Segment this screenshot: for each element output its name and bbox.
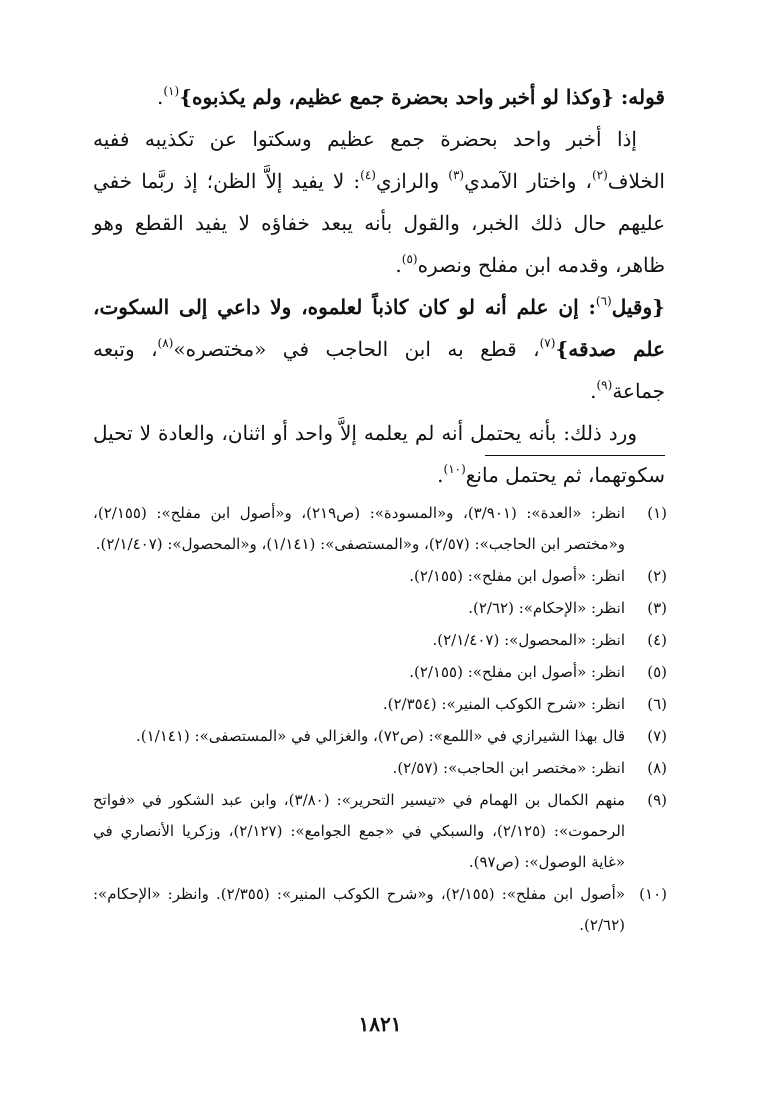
paragraph-3-text-1: ، قطع به ابن الحاجب في «مختصره»: [173, 337, 540, 361]
paragraph-1-tail: .: [157, 85, 164, 109]
footnote-number: (٨): [647, 759, 667, 777]
footnote-text: «أصول ابن مفلح»: (٢/١٥٥)، و«شرح الكوكب المنير»: (٢/٣٥٥). وانظر: «الإحكام»: (٢/٦٢).: [93, 885, 626, 934]
footnote: [93, 561, 667, 592]
footnote: [93, 593, 667, 624]
footnote-ref-7[interactable]: (٧): [539, 336, 556, 350]
paragraph-2-text-2: ، واختار الآمدي: [464, 169, 592, 193]
footnote: [93, 625, 667, 656]
footnote-number: (١): [647, 504, 667, 522]
footnote-text: قال بهذا الشيرازي في «اللمع»: (ص٧٢)، والغزالي في «المستصفى»: (١/١٤١).: [135, 727, 625, 745]
footnote-ref-3[interactable]: (٣): [448, 168, 465, 182]
paragraph-2: [93, 118, 665, 286]
footnotes: [93, 498, 667, 942]
paragraph-4: [93, 412, 665, 496]
footnote: [93, 689, 667, 720]
footnote-number: (٤): [647, 631, 667, 649]
footnote: [93, 753, 667, 784]
footnote-ref-6[interactable]: (٦): [595, 294, 612, 308]
footnote-text: انظر: «الإحكام»: (٢/٦٢).: [468, 599, 625, 617]
footnote: [93, 879, 667, 941]
footnote-text: انظر: «مختصر ابن الحاجب»: (٢/٥٧).: [392, 759, 625, 777]
paragraph-1: [93, 76, 665, 118]
footnote-text: انظر: «العدة»: (٣/٩٠١)، و«المسودة»: (ص٢١٩)، و«أصول ابن مفلح»: (٢/١٥٥)، و«مختصر ابن الحاجب»: (٢/٥٧)، و«المستصفى»: (١/١٤١)، و«المحصول»: (٢/١/٤٠٧).: [93, 504, 625, 553]
footnote-text: انظر: «المحصول»: (٢/١/٤٠٧).: [432, 631, 625, 649]
footnote: [93, 657, 667, 688]
quoted-matn-part-1: {وقيل: [611, 295, 665, 319]
footnote-number: (٩): [647, 791, 667, 809]
footnote-ref-9[interactable]: (٩): [596, 378, 613, 392]
footnote-ref-8[interactable]: (٨): [157, 336, 174, 350]
footnote-ref-4[interactable]: (٤): [360, 168, 376, 182]
paragraph-2-text-4: : لا يفيد إلاَّ الظن؛ إذ ربَّما خفي عليهم حال ذلك الخبر، والقول بأنه يبعد خفاؤه لا يفيد القطع وهو ظاهر، وقدمه ابن مفلح ونصره: [93, 169, 665, 277]
paragraph-3-text-3: .: [590, 379, 597, 403]
footnote: [93, 498, 667, 560]
footnote-number: (٢): [647, 567, 667, 585]
quote-lead: قوله:: [613, 85, 665, 109]
footnote: [93, 785, 667, 878]
paragraph-2-text-5: .: [395, 253, 402, 277]
footnote-text: انظر: «شرح الكوكب المنير»: (٢/٣٥٤).: [382, 695, 625, 713]
paragraph-4-text-2: .: [437, 463, 444, 487]
quoted-matn: {وكذا لو أخبر واحد بحضرة جمع عظيم، ولم يكذبوه}: [179, 85, 614, 109]
footnote-text: منهم الكمال بن الهمام في «تيسير التحرير»: (٣/٨٠)، وابن عبد الشكور في «فواتح الرحموت»: (٢/١٢٥)، والسبكي في «جمع الجوامع»: (٢/١٢٧)، وزكريا الأنصاري في «غاية الوصول»: (ص٩٧).: [93, 791, 626, 871]
footnote-number: (٣): [647, 599, 667, 617]
footnote-ref-1[interactable]: (١): [163, 84, 180, 98]
paragraph-4-text-1: ورد ذلك: بأنه يحتمل أنه لم يعلمه إلاَّ واحد أو اثنان، والعادة لا تحيل سكوتهما، ثم يحتمل مانع: [93, 421, 665, 487]
footnote-ref-10[interactable]: (١٠): [443, 462, 466, 476]
page-number: ١٨٢١: [358, 1012, 402, 1036]
footnote-text: انظر: «أصول ابن مفلح»: (٢/١٥٥).: [409, 567, 625, 585]
footnote-number: (١٠): [639, 885, 667, 903]
quoted-matn-part-2: : إن علم أنه لو كان كاذباً لعلموه، ولا داعي إلى السكوت، علم صدقه}: [93, 295, 665, 361]
footnote-number: (٧): [647, 727, 667, 745]
footnote-number: (٥): [647, 663, 667, 681]
paragraph-3-text-2: ، وتبعه جماعة: [93, 337, 665, 403]
footnote-text: انظر: «أصول ابن مفلح»: (٢/١٥٥).: [409, 663, 625, 681]
footnote-number: (٦): [647, 695, 667, 713]
paragraph-2-text-3: والرازي: [375, 169, 449, 193]
footnote-ref-5[interactable]: (٥): [401, 252, 418, 266]
main-text: [93, 76, 665, 496]
paragraph-2-text-1: إذا أخبر واحد بحضرة جمع عظيم وسكتوا عن تكذيبه ففيه الخلاف: [93, 127, 665, 193]
paragraph-3: [93, 286, 665, 412]
footnote-ref-2[interactable]: (٢): [591, 168, 608, 182]
footnote: [93, 721, 667, 752]
footnote-separator: [485, 455, 665, 456]
